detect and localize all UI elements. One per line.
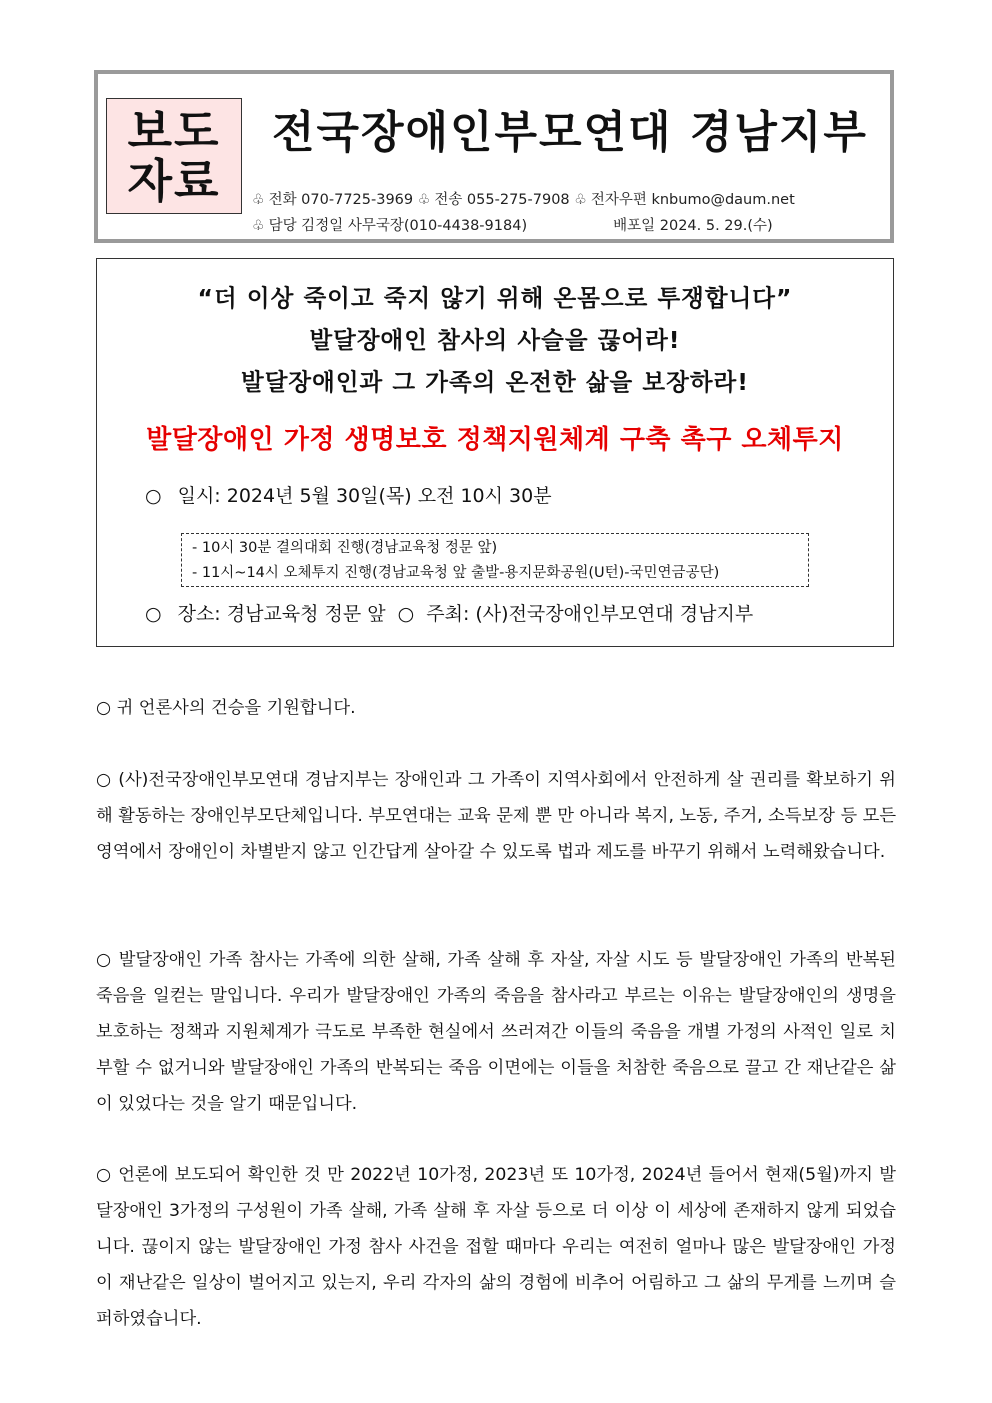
press-release-stamp <box>106 98 242 214</box>
paragraph: ○ (사)전국장애인부모연대 경남지부는 장애인과 그 가족이 지역사회에서 안전하게 살 권리를 확보하기 위해 활동하는 장애인부모단체입니다. 부모연대는 교육 문제 뿐 만 아니라 복지, 노동, 주거, 소득보장 등 모든 영역에서 장애인이 차별받지 않고 인간답게 살아갈 수 있도록 법과 제도를 바꾸기 위해서 노력해왔습니다. <box>96 770 897 862</box>
place-text: 장소: 경남교육청 정문 앞 <box>177 603 386 625</box>
circle-bullet: ○ <box>397 603 415 625</box>
email-address: 전자우편 knbumo@daum.net <box>590 192 795 208</box>
event-datetime <box>145 481 552 508</box>
schedule-box <box>181 533 809 587</box>
contact-line-2 <box>252 214 773 235</box>
stamp-line-1: 보도 <box>127 104 221 158</box>
circle-bullet: ○ <box>145 603 162 625</box>
phone-number: 전화 070-7725-3969 <box>268 192 414 208</box>
headline-2: 발달장애인 참사의 사슬을 끊어라! <box>309 326 681 354</box>
clover-icon: ♧ <box>574 192 587 208</box>
headline-red: 발달장애인 가정 생명보호 정책지원체계 구축 촉구 오체투지 <box>146 425 844 455</box>
circle-bullet: ○ <box>145 485 162 507</box>
datetime-text: 일시: 2024년 5월 30일(목) 오전 10시 30분 <box>177 485 552 507</box>
paragraph: ○ 언론에 보도되어 확인한 것 만 2022년 10가정, 2023년 또 10가정, 2024년 들어서 현재(5월)까지 발달장애인 3가정의 구성원이 가족 살해, 가족 살해 후 자살 등으로 더 이상 이 세상에 존재하지 않게 되었습니다. 끊이지 않는 발달장애인 가정 참사 사건을 접할 때마다 우리는 여전히 얼마나 많은 발달장애인 가정이 재난같은 일상이 벌어지고 있는지, 우리 각자의 삶의 경험에 비추어 어림하고 그 삶의 무게를 느끼며 슬퍼하였습니다. <box>96 1165 896 1329</box>
manager-contact: 담당 김정일 사무국장(010-4438-9184) <box>268 218 528 234</box>
schedule-item: - 10시 30분 결의대회 진행(경남교육청 정문 앞) <box>192 540 498 556</box>
paragraph: ○ 발달장애인 가족 참사는 가족에 의한 살해, 가족 살해 후 자살, 자살 시도 등 발달장애인 가족의 반복된 죽음을 일컫는 말입니다. 우리가 발달장애인 가족의 죽음을 참사라고 부르는 이유는 발달장애인의 생명을 보호하는 정책과 지원체계가 극도로 부족한 현실에서 쓰러져간 이들의 죽음을 개별 가정의 사적인 일로 치부할 수 없거니와 발달장애인 가족의 반복되는 죽음 이면에는 이들을 처참한 죽음으로 끌고 간 재난같은 삶이 있었다는 것을 알기 때문입니다. <box>96 950 896 1114</box>
clover-icon: ♧ <box>252 218 265 234</box>
fax-number: 전송 055-275-7908 <box>434 192 570 208</box>
contact-line-1 <box>252 188 795 209</box>
headline-3: 발달장애인과 그 가족의 온전한 삶을 보장하라! <box>241 368 749 396</box>
event-summary-box <box>96 258 894 647</box>
stamp-line-2: 자료 <box>127 154 221 208</box>
organization-title: 전국장애인부모연대 경남지부 <box>272 107 868 158</box>
headline-quote: “더 이상 죽이고 죽지 않기 위해 온몸으로 투쟁합니다” <box>197 284 793 312</box>
schedule-item: - 11시~14시 오체투지 진행(경남교육청 앞 출발-용지문화공원(U턴)-국민연금공단) <box>192 565 720 581</box>
clover-icon: ♧ <box>252 192 265 208</box>
event-place-host <box>145 599 753 626</box>
press-header <box>94 70 894 243</box>
clover-icon: ♧ <box>417 192 431 208</box>
paragraph: ○ 귀 언론사의 건승을 기원합니다. <box>96 698 356 718</box>
host-text: 주최: (사)전국장애인부모연대 경남지부 <box>426 603 754 625</box>
release-date: 배포일 2024. 5. 29.(수) <box>613 218 773 234</box>
